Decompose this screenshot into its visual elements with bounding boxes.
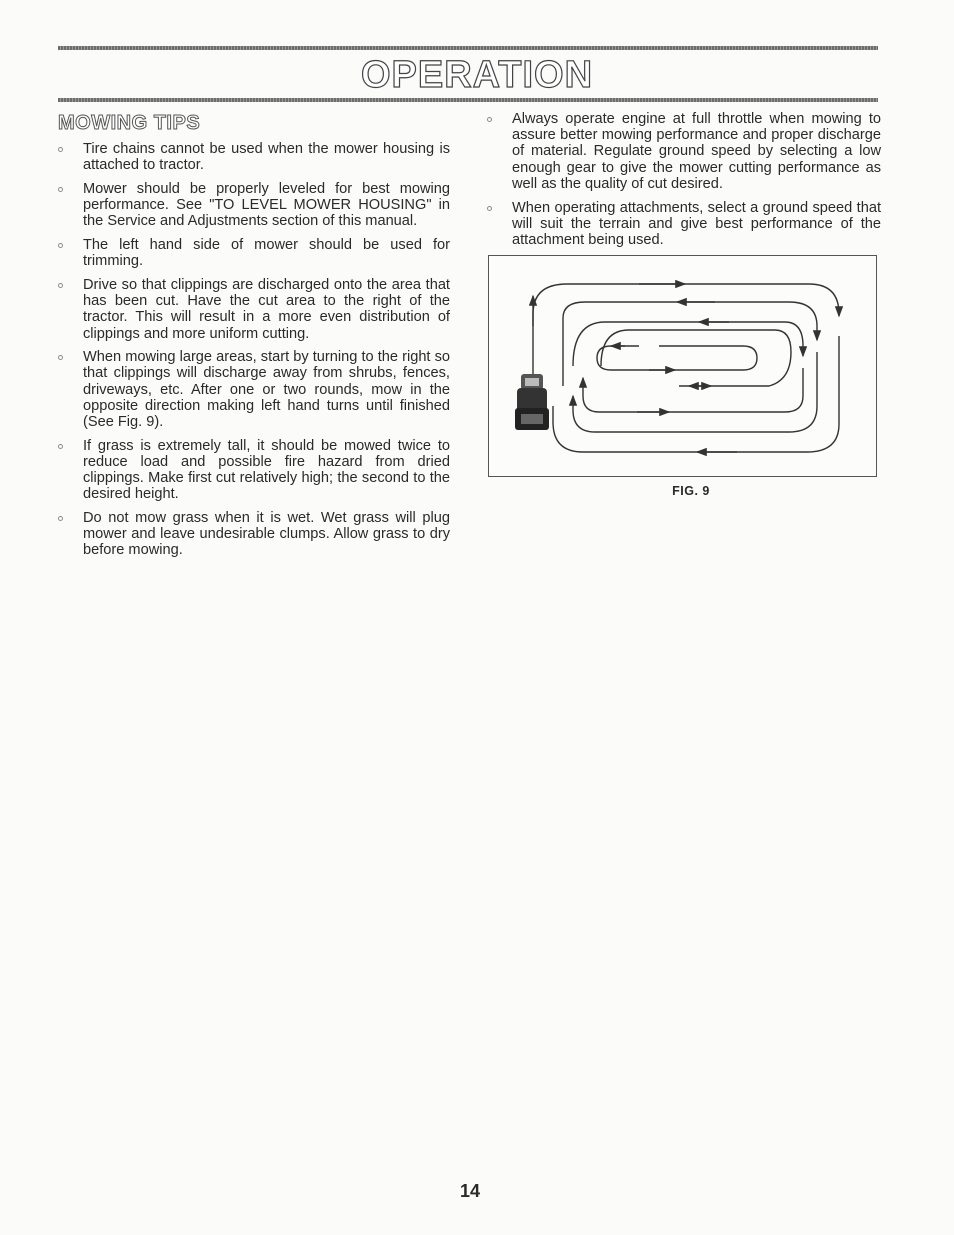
outer-return-path <box>553 336 839 452</box>
top-rule <box>58 46 878 50</box>
innermost-path <box>597 346 757 370</box>
bullet-icon <box>58 243 63 248</box>
list-item <box>58 510 450 559</box>
list-item <box>58 237 450 269</box>
list-item <box>58 438 450 503</box>
page-number: 14 <box>459 1181 481 1201</box>
third-path <box>573 322 803 366</box>
list-item <box>58 277 450 342</box>
list-item <box>58 141 450 173</box>
bullet-icon <box>58 355 63 360</box>
list-item <box>487 200 881 249</box>
bullet-icon <box>58 147 63 152</box>
list-item-text: Tire chains cannot be used when the mower housing is attached to tractor. <box>83 141 450 174</box>
list-item <box>58 349 450 430</box>
section-heading: MOWING TIPS <box>58 112 201 134</box>
list-item-text: When mowing large areas, start by turning to the right so that clippings will discharge away from shrubs, fences, driveways, etc. After one or two rounds, mow in the opposite direction making left hand turns until finished (See Fig. 9). <box>83 349 450 431</box>
title-rule <box>58 98 878 102</box>
list-item-text: If grass is extremely tall, it should be mowed twice to reduce load and possible fire hazard from dried clippings. Make first cut relatively high; the second to the desired height. <box>83 437 450 503</box>
list-item <box>487 111 881 192</box>
tractor-icon <box>515 374 549 430</box>
bullet-icon <box>487 117 492 122</box>
list-item-text: When operating attachments, select a ground speed that will suit the terrain and give best performance of the attachment being used. <box>512 199 881 248</box>
third-return-path <box>583 368 803 412</box>
list-item <box>58 181 450 230</box>
inner-path <box>601 330 791 386</box>
second-path <box>563 302 817 386</box>
bullet-icon <box>58 444 63 449</box>
left-column <box>58 141 450 566</box>
mowing-pattern-figure <box>488 255 877 477</box>
right-column <box>487 111 881 256</box>
bullet-icon <box>58 516 63 521</box>
page-title: OPERATION <box>360 54 594 96</box>
bullet-icon <box>58 283 63 288</box>
list-item-text: Drive so that clippings are discharged onto the area that has been cut. Have the cut area to the right of the tractor. This will result in a more even distribution of clippings and more uniform cutting. <box>83 276 450 342</box>
second-return-path <box>573 352 817 432</box>
figure-caption: FIG. 9 <box>672 484 710 498</box>
mowing-pattern-diagram <box>489 256 878 478</box>
list-item-text: The left hand side of mower should be used for trimming. <box>83 237 450 270</box>
list-item-text: Always operate engine at full throttle when mowing to assure better mowing performance and proper discharge of material. Regulate ground speed by selecting a low enough gear to give the mower cutting performance as well as the quality of cut desired. <box>512 111 881 192</box>
list-item-text: Do not mow grass when it is wet. Wet grass will plug mower and leave undesirable clumps. Allow grass to dry before mowing. <box>83 510 450 559</box>
bullet-icon <box>487 206 492 211</box>
bullet-icon <box>58 187 63 192</box>
list-item-text: Mower should be properly leveled for best mowing performance. See "TO LEVEL MOWER HOUSING" in the Service and Adjustments section of this manual. <box>83 180 450 230</box>
